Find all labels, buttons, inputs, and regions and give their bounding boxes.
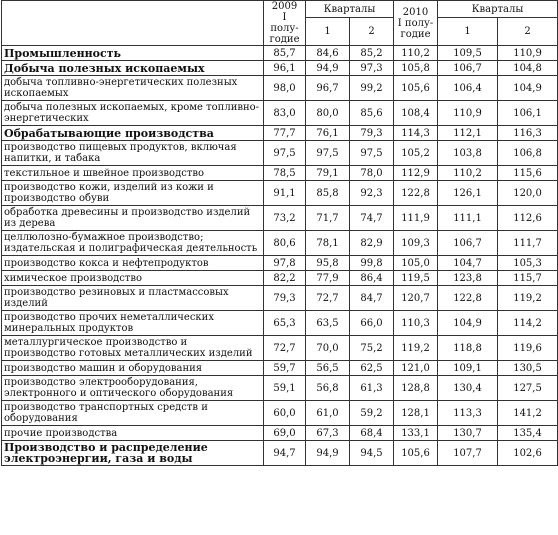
value-cell: 79,3 [264,286,306,311]
value-cell: 119,6 [498,336,558,361]
value-cell: 66,0 [350,311,394,336]
value-cell: 91,1 [264,181,306,206]
value-cell: 92,3 [350,181,394,206]
value-cell: 97,3 [350,61,394,76]
header-q2-2010: 2 [498,18,558,46]
value-cell: 128,8 [394,376,438,401]
value-cell: 68,4 [350,426,394,441]
value-cell: 85,2 [350,46,394,61]
row-label: производство кожи, изделий из кожи и производство обуви [2,181,264,206]
value-cell: 105,0 [394,256,438,271]
value-cell: 86,4 [350,271,394,286]
value-cell: 135,4 [498,426,558,441]
value-cell: 110,2 [438,166,498,181]
table-row [2,126,558,141]
value-cell: 102,6 [498,441,558,466]
value-cell: 65,3 [264,311,306,336]
value-cell: 111,1 [438,206,498,231]
value-cell: 110,2 [394,46,438,61]
table-row [2,361,558,376]
value-cell: 108,4 [394,101,438,126]
value-cell: 77,7 [264,126,306,141]
value-cell: 126,1 [438,181,498,206]
value-cell: 112,9 [394,166,438,181]
table-row [2,376,558,401]
value-cell: 119,2 [498,286,558,311]
value-cell: 106,4 [438,76,498,101]
value-cell: 67,3 [306,426,350,441]
value-cell: 106,7 [438,231,498,256]
value-cell: 115,6 [498,166,558,181]
value-cell: 133,1 [394,426,438,441]
value-cell: 120,7 [394,286,438,311]
value-cell: 96,7 [306,76,350,101]
value-cell: 78,5 [264,166,306,181]
header-2010: 2010 I полу-годие [394,1,438,46]
table-row [2,286,558,311]
table-row [2,426,558,441]
value-cell: 120,0 [498,181,558,206]
row-label: Обрабатывающие производства [2,126,264,141]
value-cell: 107,7 [438,441,498,466]
header-2009: 2009 I полу-годие [264,1,306,46]
value-cell: 84,7 [350,286,394,311]
value-cell: 109,5 [438,46,498,61]
value-cell: 94,9 [306,441,350,466]
value-cell: 97,5 [350,141,394,166]
header-row-top [2,1,558,18]
value-cell: 130,4 [438,376,498,401]
row-label: производство резиновых и пластмассовых изделий [2,286,264,311]
value-cell: 84,6 [306,46,350,61]
value-cell: 111,7 [498,231,558,256]
table-row [2,141,558,166]
value-cell: 104,8 [498,61,558,76]
value-cell: 113,3 [438,401,498,426]
row-label: Добыча полезных ископаемых [2,61,264,76]
header-q2-2009: 2 [350,18,394,46]
row-label: производство транспортных средств и оборудования [2,401,264,426]
value-cell: 56,5 [306,361,350,376]
row-label: производство электрооборудования, электронного и оптического оборудования [2,376,264,401]
value-cell: 77,9 [306,271,350,286]
value-cell: 105,3 [498,256,558,271]
value-cell: 80,6 [264,231,306,256]
value-cell: 105,6 [394,441,438,466]
row-label: Промышленность [2,46,264,61]
value-cell: 141,2 [498,401,558,426]
value-cell: 85,6 [350,101,394,126]
header-blank [2,1,264,46]
value-cell: 96,1 [264,61,306,76]
value-cell: 104,7 [438,256,498,271]
row-label: добыча полезных ископаемых, кроме топливно-энергетических [2,101,264,126]
value-cell: 85,8 [306,181,350,206]
value-cell: 56,8 [306,376,350,401]
value-cell: 110,3 [394,311,438,336]
table-row [2,101,558,126]
table-row [2,61,558,76]
header-quarters-2009: Кварталы [306,1,394,18]
row-label: химическое производство [2,271,264,286]
table-row [2,181,558,206]
table-row [2,311,558,336]
value-cell: 85,7 [264,46,306,61]
value-cell: 78,1 [306,231,350,256]
value-cell: 105,6 [394,76,438,101]
table-row [2,441,558,466]
value-cell: 122,8 [438,286,498,311]
value-cell: 119,5 [394,271,438,286]
value-cell: 130,7 [438,426,498,441]
value-cell: 71,7 [306,206,350,231]
value-cell: 72,7 [306,286,350,311]
value-cell: 118,8 [438,336,498,361]
value-cell: 69,0 [264,426,306,441]
value-cell: 72,7 [264,336,306,361]
value-cell: 70,0 [306,336,350,361]
value-cell: 114,3 [394,126,438,141]
row-label: производство прочих неметаллических минеральных продуктов [2,311,264,336]
value-cell: 94,7 [264,441,306,466]
table-row [2,206,558,231]
value-cell: 97,8 [264,256,306,271]
row-label: производство пищевых продуктов, включая напитки, и табака [2,141,264,166]
row-label: целлюлозно-бумажное производство; издательская и полиграфическая деятельность [2,231,264,256]
value-cell: 60,0 [264,401,306,426]
table-body [2,46,558,466]
value-cell: 110,9 [438,101,498,126]
value-cell: 116,3 [498,126,558,141]
row-label: производство машин и оборудования [2,361,264,376]
value-cell: 130,5 [498,361,558,376]
value-cell: 94,9 [306,61,350,76]
value-cell: 61,3 [350,376,394,401]
value-cell: 110,9 [498,46,558,61]
table-row [2,271,558,286]
table-row [2,76,558,101]
value-cell: 103,8 [438,141,498,166]
value-cell: 74,7 [350,206,394,231]
value-cell: 82,2 [264,271,306,286]
value-cell: 62,5 [350,361,394,376]
value-cell: 112,6 [498,206,558,231]
value-cell: 63,5 [306,311,350,336]
value-cell: 112,1 [438,126,498,141]
value-cell: 78,0 [350,166,394,181]
value-cell: 76,1 [306,126,350,141]
value-cell: 122,8 [394,181,438,206]
value-cell: 106,1 [498,101,558,126]
value-cell: 121,0 [394,361,438,376]
row-label: текстильное и швейное производство [2,166,264,181]
header-quarters-2010: Кварталы [438,1,558,18]
value-cell: 79,1 [306,166,350,181]
value-cell: 127,5 [498,376,558,401]
value-cell: 97,5 [264,141,306,166]
value-cell: 59,7 [264,361,306,376]
table-row [2,256,558,271]
value-cell: 115,7 [498,271,558,286]
value-cell: 97,5 [306,141,350,166]
row-label: обработка древесины и производство изделий из дерева [2,206,264,231]
row-label: прочие производства [2,426,264,441]
value-cell: 111,9 [394,206,438,231]
value-cell: 128,1 [394,401,438,426]
table-row [2,231,558,256]
table-row [2,401,558,426]
value-cell: 105,8 [394,61,438,76]
value-cell: 104,9 [498,76,558,101]
header-q1-2009: 1 [306,18,350,46]
value-cell: 106,7 [438,61,498,76]
value-cell: 73,2 [264,206,306,231]
value-cell: 75,2 [350,336,394,361]
value-cell: 80,0 [306,101,350,126]
row-label: добыча топливно-энергетических полезных ископаемых [2,76,264,101]
header-q1-2010: 1 [438,18,498,46]
value-cell: 95,8 [306,256,350,271]
row-label: производство кокса и нефтепродуктов [2,256,264,271]
value-cell: 109,1 [438,361,498,376]
value-cell: 99,8 [350,256,394,271]
value-cell: 123,8 [438,271,498,286]
value-cell: 119,2 [394,336,438,361]
value-cell: 59,2 [350,401,394,426]
value-cell: 105,2 [394,141,438,166]
value-cell: 109,3 [394,231,438,256]
value-cell: 114,2 [498,311,558,336]
table-row [2,166,558,181]
row-label: металлургическое производство и производство готовых металлических изделий [2,336,264,361]
value-cell: 82,9 [350,231,394,256]
table-row [2,336,558,361]
value-cell: 98,0 [264,76,306,101]
value-cell: 59,1 [264,376,306,401]
value-cell: 99,2 [350,76,394,101]
industry-index-table [1,0,558,466]
value-cell: 79,3 [350,126,394,141]
row-label: Производство и распределение электроэнергии, газа и воды [2,441,264,466]
value-cell: 104,9 [438,311,498,336]
value-cell: 83,0 [264,101,306,126]
value-cell: 94,5 [350,441,394,466]
value-cell: 106,8 [498,141,558,166]
table-row [2,46,558,61]
value-cell: 61,0 [306,401,350,426]
